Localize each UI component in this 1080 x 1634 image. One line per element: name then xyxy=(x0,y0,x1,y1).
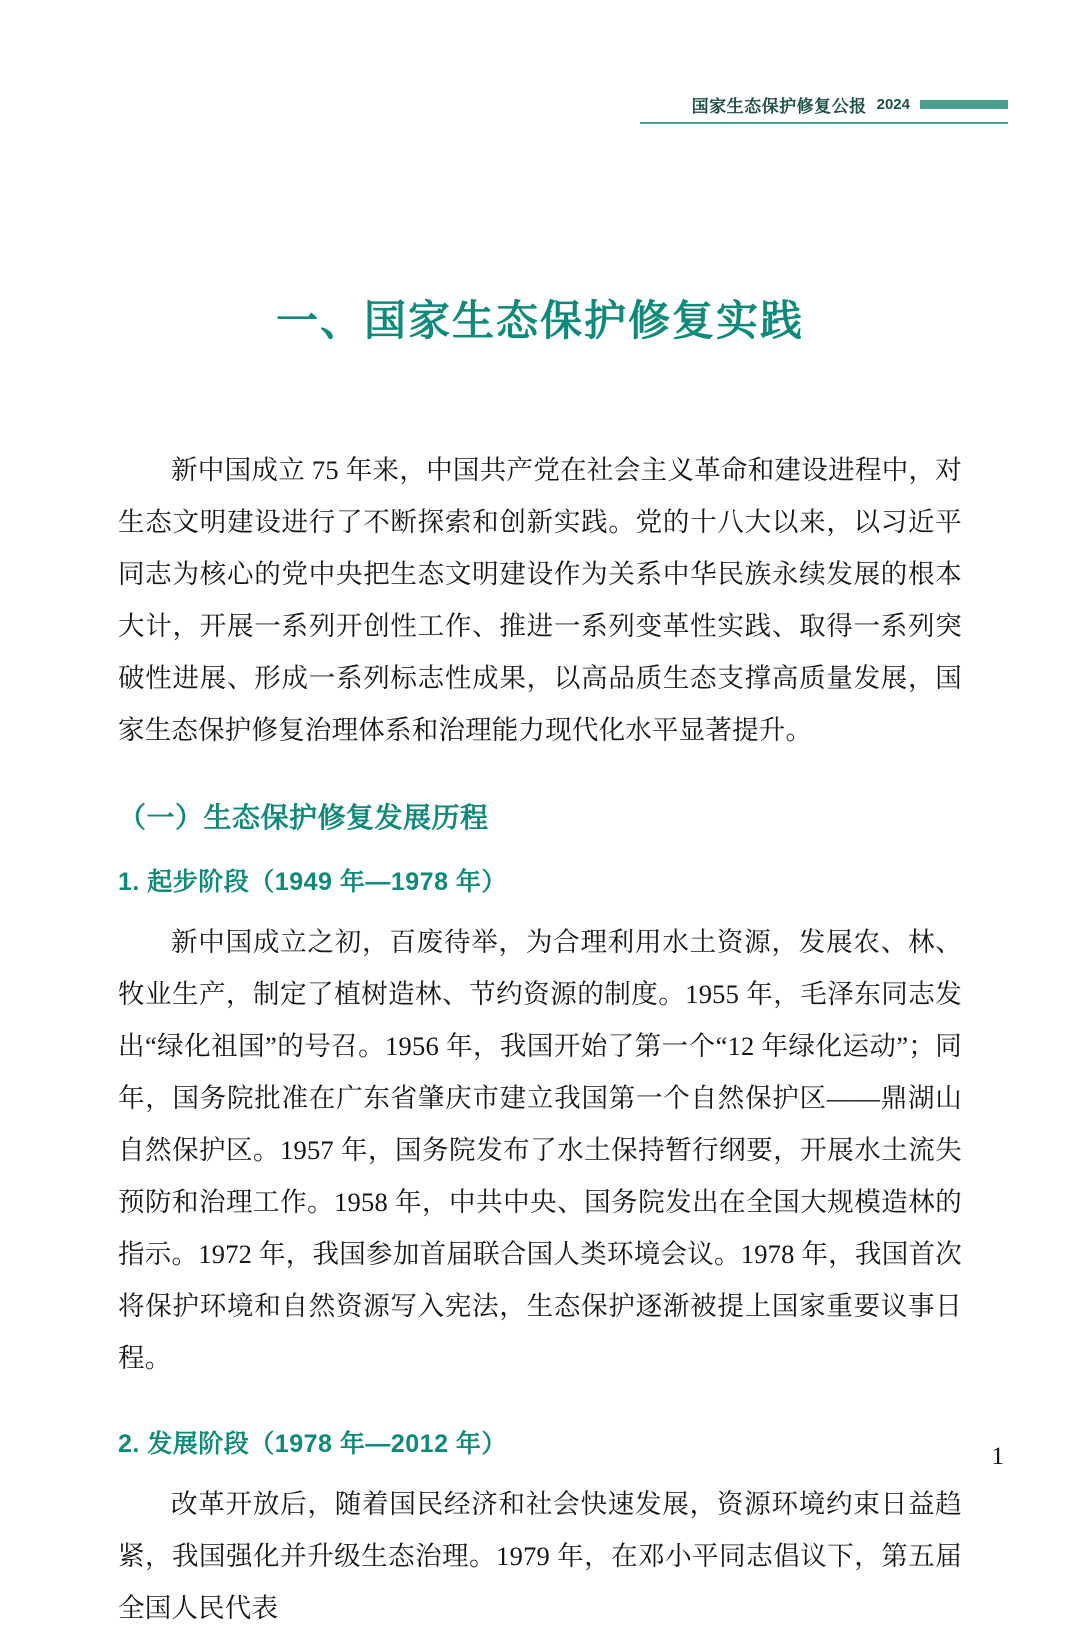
spacer xyxy=(118,836,962,862)
spacer xyxy=(118,756,962,796)
section-title: （一）生态保护修复发展历程 xyxy=(118,802,489,833)
chapter-title: 一、国家生态保护修复实践 xyxy=(275,297,804,344)
running-head xyxy=(0,92,1080,132)
running-head-title: 国家生态保护修复公报 xyxy=(691,97,867,116)
spacer xyxy=(118,1460,962,1478)
page-number: 1 xyxy=(991,1443,1004,1470)
spacer xyxy=(118,348,962,444)
intro-paragraph: 新中国成立 75 年来，中国共产党在社会主义革命和建设进程中，对生态文明建设进行了不断探索和创新实践。党的十八大以来，以习近平同志为核心的党中央把生态文明建设作为关系中华民族永续发展的根本大计，开展一系列开创性工作、推进一系列变革性实践、取得一系列突破性进展、形成一系列标志性成果，以高品质生态支撑高质量发展，国家生态保护修复治理体系和治理能力现代化水平显著提升。 xyxy=(118,455,962,745)
running-head-rule xyxy=(640,122,1008,124)
subsection-title-1: 1. 起步阶段（1949 年—1978 年） xyxy=(118,868,507,896)
subsection-paragraph-1: 新中国成立之初，百废待举，为合理利用水土资源，发展农、林、牧业生产，制定了植树造林、节约资源的制度。1955 年，毛泽东同志发出“绿化祖国”的号召。1956 年，我国开始了第一个“12 年绿化运动”；同年，国务院批准在广东省肇庆市建立我国第一个自然保护区——鼎湖山自然保护区。1957 年，国务院发布了水土保持暂行纲要，开展水土流失预防和治理工作。1958 年，中共中央、国务院发出在全国大规模造林的指示。1972 年，我国参加首届联合国人类环境会议。1978 年，我国首次将保护环境和自然资源写入宪法，生态保护逐渐被提上国家重要议事日程。 xyxy=(118,927,962,1373)
subsection-title-2: 2. 发展阶段（1978 年—2012 年） xyxy=(118,1430,507,1458)
spacer xyxy=(118,1384,962,1424)
subsection-paragraph-2: 改革开放后，随着国民经济和社会快速发展，资源环境约束日益趋紧，我国强化并升级生态治理。1979 年，在邓小平同志倡议下，第五届全国人民代表 xyxy=(118,1489,962,1623)
running-head-accent-bar xyxy=(920,100,1008,109)
spacer xyxy=(118,898,962,916)
page-content xyxy=(118,250,962,1634)
running-head-content xyxy=(692,92,1008,117)
running-head-year: 2024 xyxy=(876,96,910,113)
